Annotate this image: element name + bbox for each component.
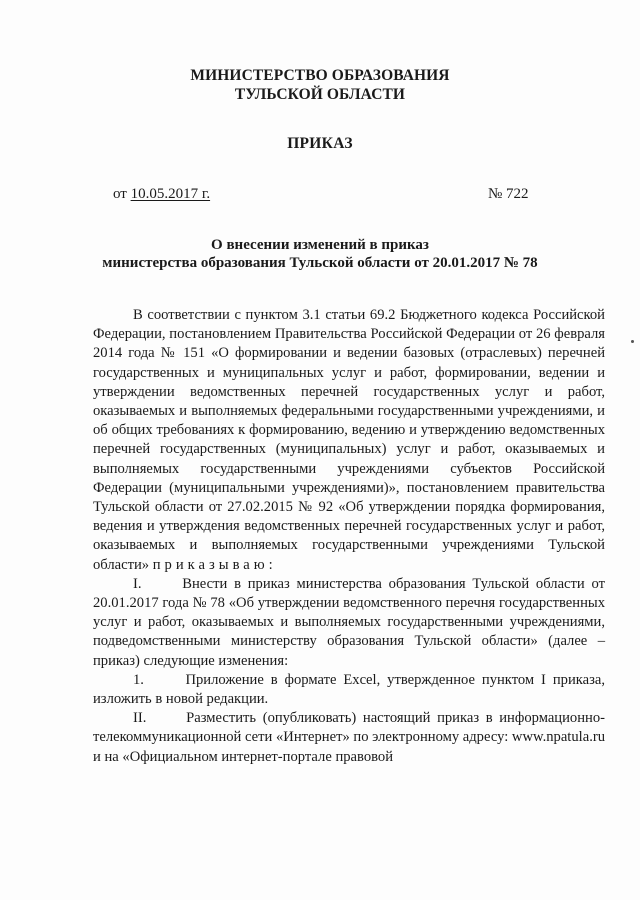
date-prefix: от <box>113 186 127 202</box>
subject-line2: министерства образования Тульской области от 20.01.2017 № 78 <box>102 255 538 271</box>
ministry-name-line1: МИНИСТЕРСТВО ОБРАЗОВАНИЯ <box>190 67 450 84</box>
order-date: 10.05.2017 г. <box>130 186 211 202</box>
ministry-header <box>0 66 640 104</box>
order-word: приказываю: <box>152 556 277 573</box>
order-subject <box>0 236 640 272</box>
item-1-1-paragraph: 1. Приложение в формате Excel, утвержденное пунктом I приказа, изложить в новой редакции. <box>93 671 605 708</box>
ministry-name-line2: ТУЛЬСКОЙ ОБЛАСТИ <box>234 86 406 103</box>
order-body <box>93 306 605 767</box>
item-2-paragraph: II. Разместить (опубликовать) настоящий приказ в информационно-телекоммуникационной сети «Интернет» по электронному адресу: www.npatula.ru и на «Официальном интернет-портале правовой <box>93 710 605 765</box>
preamble-text: В соответствии с пунктом 3.1 статьи 69.2 Бюджетного кодекса Российской Федерации, постановлением Правительства Российской Федерации от 26 февраля 2014 года № 151 «О формировании и ведении базовых (отраслевых) перечней государственных и муниципальных услуг и работ, формировании, ведении и утверждении ведомственных перечней государственных услуг и работ, оказываемых и выполняемых федеральными государственными учреждениями, и об общих требованиях к формированию, ведению и утверждению ведомственных перечней государственных (муниципальных) услуг и работ, оказываемых и выполняемых государственными учреждениями субъектов Российской Федерации (муниципальными учреждениями)», постановлением правительства Тульской области от 27.02.2015 № 92 «Об утверждении порядка формирования, ведения и утверждения ведомственных перечней государственных услуг и работ, оказываемых и выполняемых государственными учреждениями Тульской области» <box>93 307 605 573</box>
preamble-paragraph <box>93 306 605 575</box>
subject-line1: О внесении изменений в приказ <box>211 237 429 253</box>
order-title: ПРИКАЗ <box>287 135 353 152</box>
order-number: № 722 <box>488 186 529 202</box>
item-1-paragraph: I. Внести в приказ министерства образования Тульской области от 20.01.2017 года № 78 «Об утверждении ведомственного перечня государственных услуг и работ, оказываемых и выполняемых государственными учреждениями, подведомственными министерству образования Тульской области» (далее – приказ) следующие изменения: <box>93 575 605 669</box>
order-date-line <box>113 186 210 203</box>
scan-artifact <box>631 340 634 343</box>
